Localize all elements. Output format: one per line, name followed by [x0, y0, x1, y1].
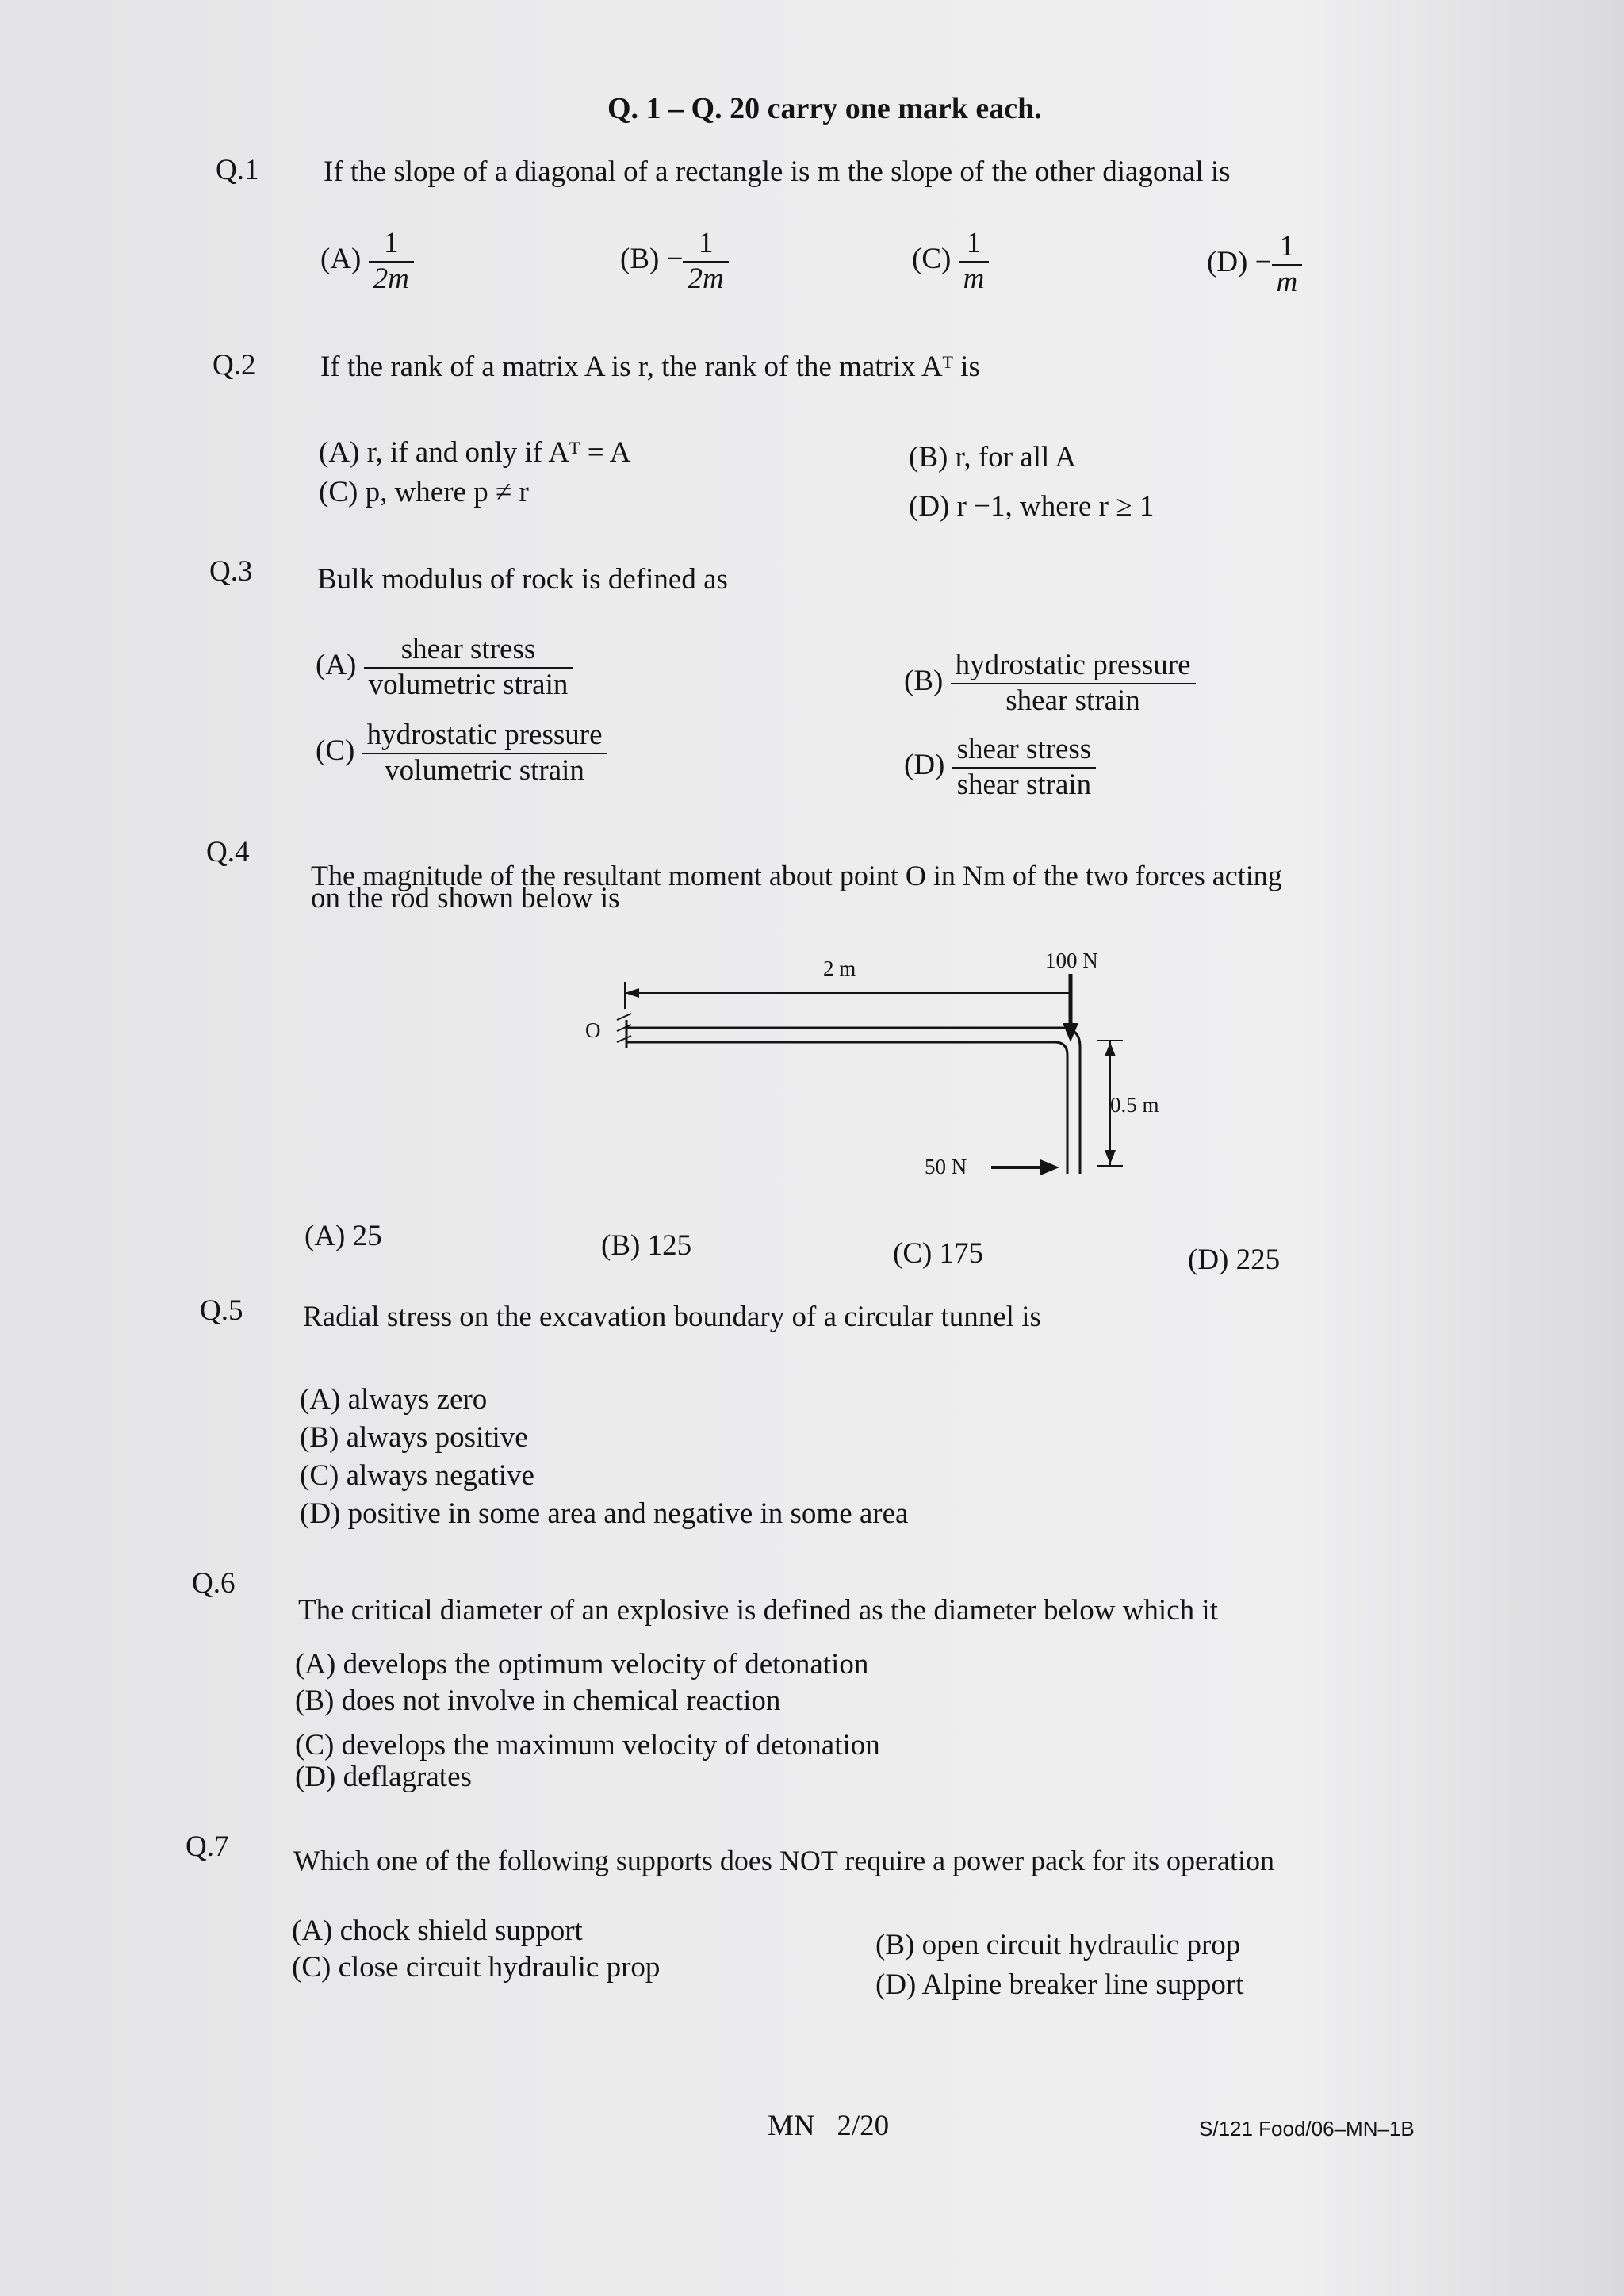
- q4-stem-line2: on the rod shown below is: [311, 882, 620, 914]
- q4-option-c: (C) 175: [893, 1237, 984, 1270]
- q3-option-c: (C) $\frac{\text{hydrostatic pressure}}{\text{volumetric strain}}$: [316, 719, 607, 788]
- q6-option-b: (B) does not involve in chemical reaction: [295, 1685, 781, 1717]
- q1-option-b: (B) − $\frac{1}{2m}$: [620, 227, 729, 296]
- q7-option-a: (A) chock shield support: [292, 1915, 583, 1947]
- q4-option-b: (B) 125: [601, 1229, 692, 1262]
- label-50n: 50 N: [925, 1155, 967, 1179]
- q2-option-d: (D) r −1, where r ≥ 1: [909, 490, 1155, 523]
- label-05m: 0.5 m: [1110, 1093, 1159, 1117]
- q4-number: Q.4: [206, 836, 250, 868]
- dimension-arrow-left: [625, 988, 639, 998]
- section-header: Q. 1 – Q. 20 carry one mark each.: [607, 92, 1042, 125]
- q4-rod-diagram: [571, 944, 1205, 1182]
- q1-stem: If the slope of a diagonal of a rectangle is m the slope of the other diagonal is: [324, 155, 1231, 188]
- footer-page-number: MN 2/20: [768, 2110, 890, 2142]
- rod-inner: [626, 1042, 1067, 1174]
- q3-option-a: (A) $\frac{\text{shear stress}}{\text{volumetric strain}}$: [316, 633, 573, 702]
- q6-option-c: (C) develops the maximum velocity of detonation: [295, 1729, 880, 1761]
- footer-code: S/121 Food/06–MN–1B: [1199, 2117, 1415, 2141]
- q5-stem: Radial stress on the excavation boundary of a circular tunnel is: [303, 1301, 1041, 1333]
- q2-option-c: (C) p, where p ≠ r: [319, 476, 529, 508]
- q3-option-b: (B) $\frac{\text{hydrostatic pressure}}{\text{shear strain}}$: [904, 649, 1196, 718]
- q4-stem-line1: The magnitude of the resultant moment about point O in Nm of the two forces acting: [311, 860, 1282, 891]
- q2-option-a: (A) r, if and only if Aᵀ = A: [319, 436, 631, 469]
- q4-option-a: (A) 25: [304, 1220, 382, 1252]
- q2-stem: If the rank of a matrix A is r, the rank of the matrix Aᵀ is: [320, 351, 980, 383]
- q3-number: Q.3: [209, 555, 253, 588]
- q1-number: Q.1: [216, 154, 259, 186]
- q1-option-d: (D) − $\frac{1}{m}$: [1207, 230, 1302, 299]
- q2-number: Q.2: [213, 349, 256, 381]
- q1-option-c: (C) $\frac{1}{m}$: [912, 227, 989, 296]
- label-100n: 100 N: [1045, 949, 1098, 972]
- q3-stem: Bulk modulus of rock is defined as: [317, 563, 728, 596]
- q5-number: Q.5: [200, 1294, 243, 1327]
- q7-option-d: (D) Alpine breaker line support: [875, 1968, 1244, 2001]
- q5-option-a: (A) always zero: [300, 1383, 488, 1416]
- label-2m: 2 m: [823, 956, 856, 980]
- q5-option-c: (C) always negative: [300, 1459, 534, 1492]
- q7-option-b: (B) open circuit hydraulic prop: [875, 1929, 1241, 1961]
- q6-option-a: (A) develops the optimum velocity of detonation: [295, 1648, 869, 1681]
- q7-number: Q.7: [186, 1830, 229, 1863]
- q4-option-d: (D) 225: [1188, 1244, 1281, 1276]
- q5-option-d: (D) positive in some area and negative in some area: [300, 1497, 909, 1530]
- label-point-o: O: [585, 1018, 601, 1042]
- q7-option-c: (C) close circuit hydraulic prop: [292, 1951, 661, 1984]
- q5-option-b: (B) always positive: [300, 1421, 528, 1454]
- q7-stem: Which one of the following supports does NOT require a power pack for its operation: [293, 1845, 1275, 1876]
- q1-option-a: (A) $\frac{1}{2m}$: [320, 227, 414, 296]
- q3-option-d: (D) $\frac{\text{shear stress}}{\text{shear strain}}$: [904, 733, 1096, 802]
- rod-outer: [626, 1028, 1080, 1174]
- q6-stem: The critical diameter of an explosive is defined as the diameter below which it: [298, 1594, 1218, 1627]
- q2-option-b: (B) r, for all A: [909, 441, 1077, 473]
- q6-option-d: (D) deflagrates: [295, 1761, 472, 1793]
- q6-number: Q.6: [192, 1567, 236, 1600]
